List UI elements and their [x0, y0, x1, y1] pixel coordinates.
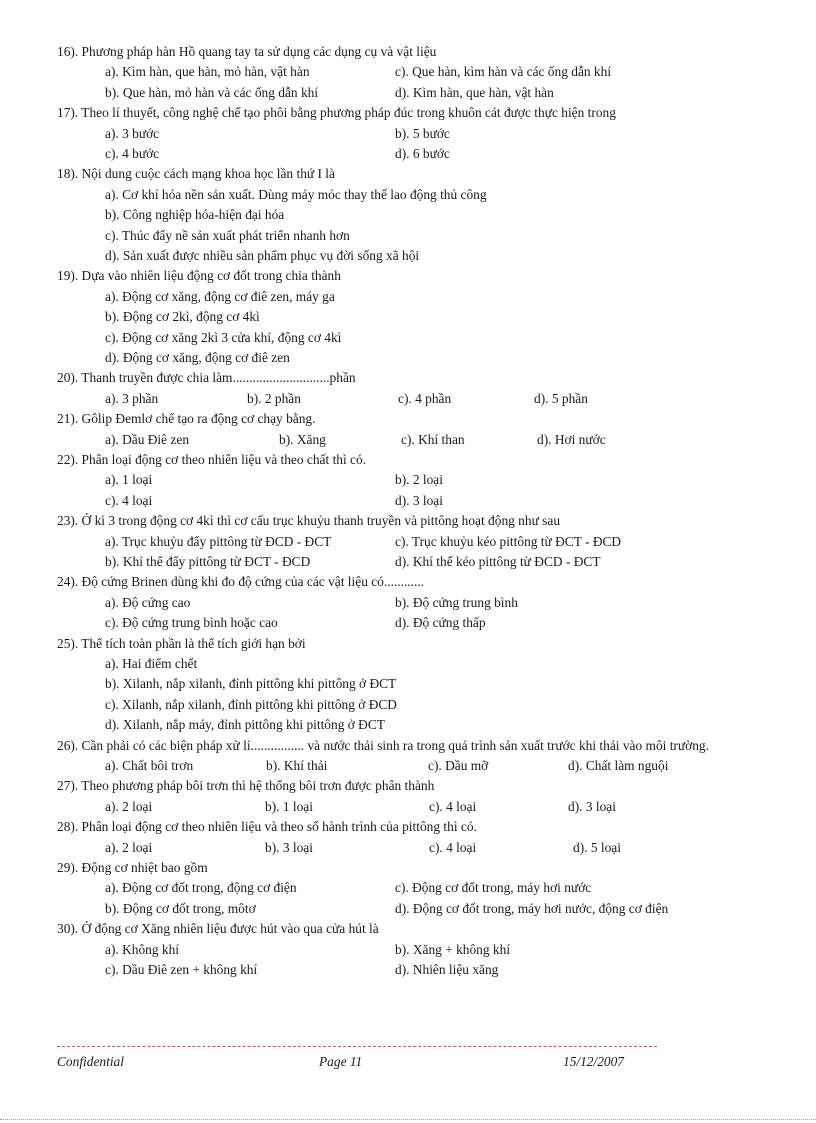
answer-option: c). 4 loại — [105, 492, 153, 508]
question-stem: 18). Nội dung cuộc cách mạng khoa học lần thứ I là — [57, 166, 335, 182]
answer-option: b). Động cơ đốt trong, môtơ — [105, 900, 256, 916]
answer-option: a). Chất bôi trơn — [105, 758, 194, 774]
question-q24 — [57, 572, 757, 633]
answer-row — [57, 797, 757, 817]
question-q19 — [57, 266, 757, 368]
answer-option: c). Thúc đẩy nề sản xuất phát triển nhanh hơn — [105, 227, 350, 243]
answer-option: a). Động cơ xăng, động cơ điê zen, máy ga — [105, 288, 335, 304]
answer-option: a). 1 loại — [105, 472, 153, 488]
answer-option: d). 6 bước — [395, 145, 450, 161]
answer-row — [57, 756, 757, 776]
question-q20 — [57, 368, 757, 409]
answer-row — [57, 613, 757, 633]
answer-option: d). Xilanh, nắp máy, đỉnh pittông khi pittông ở ĐCT — [105, 717, 385, 733]
answer-option: d). 5 phần — [534, 390, 588, 406]
question-q23 — [57, 511, 757, 572]
footer-page-number: Page 11 — [319, 1054, 363, 1069]
page-edge-marker — [0, 1119, 816, 1120]
answer-row — [57, 878, 757, 898]
answer-row — [57, 838, 757, 858]
answer-option: c). 4 bước — [105, 145, 160, 161]
question-stem: 22). Phân loại động cơ theo nhiên liệu và theo chất thì có. — [57, 452, 367, 468]
answer-row — [57, 491, 757, 511]
answer-row — [57, 940, 757, 960]
answer-row — [57, 124, 757, 144]
answer-option: d). 5 loại — [573, 839, 621, 855]
answer-option: d). 3 loại — [568, 798, 616, 814]
answer-row — [57, 899, 757, 919]
answer-option: d). Hơi nước — [537, 431, 606, 447]
answer-option: c). 4 phần — [398, 390, 452, 406]
answer-option: b). 1 loại — [265, 798, 313, 814]
question-q18 — [57, 164, 757, 266]
answer-option: d). Sản xuất được nhiều sản phẩm phục vụ đời sống xã hội — [105, 248, 420, 263]
answer-option: c). 4 loại — [429, 839, 477, 855]
question-q22 — [57, 450, 757, 511]
answer-row — [57, 389, 757, 409]
answer-option: c). Que hàn, kìm hàn và các ống dẫn khí — [395, 64, 612, 80]
answer-option: b). Que hàn, mỏ hàn và các ống dẫn khí — [105, 84, 319, 100]
answer-row — [57, 470, 757, 490]
answer-option: d). Kìm hàn, que hàn, vật hàn — [395, 84, 554, 100]
question-stem: 16). Phương pháp hàn Hồ quang tay ta sử dụng các dụng cụ và vật liệu — [57, 44, 437, 59]
answer-option: b). Xilanh, nắp xilanh, đỉnh pittông khi pittông ở ĐCT — [105, 676, 397, 692]
question-q26 — [57, 736, 757, 777]
footer-confidential: Confidential — [57, 1054, 124, 1069]
answer-option: a). Độ cứng cao — [105, 594, 191, 610]
answer-option: d). Chất làm nguội — [568, 758, 669, 774]
answer-option: a). 2 loại — [105, 839, 153, 855]
answer-option: c). Dầu mỡ — [428, 758, 489, 774]
answer-option: d). 3 loại — [395, 492, 443, 508]
answer-option: a). 2 loại — [105, 798, 153, 814]
question-stem: 30). Ở động cơ Xăng nhiên liệu được hút vào qua cửa hút là — [57, 921, 379, 937]
footer-divider — [57, 1046, 657, 1047]
question-stem: 20). Thanh truyền được chia làm.............................phần — [57, 370, 356, 386]
answer-option: c). Độ cứng trung bình hoặc cao — [105, 615, 278, 631]
question-q21 — [57, 409, 757, 450]
answer-option: d). Động cơ xăng, động cơ điê zen — [105, 350, 290, 366]
answer-option: c). Dầu Điê zen + không khí — [105, 962, 258, 977]
answer-option: a). Không khí — [105, 941, 180, 957]
answer-option: c). 4 loại — [429, 798, 477, 814]
answer-option: b). Động cơ 2kì, động cơ 4kì — [105, 309, 260, 325]
answer-option: c). Động cơ đốt trong, máy hơi nước — [395, 880, 592, 896]
answer-option: c). Trục khuỷu kéo pittông từ ĐCT - ĐCD — [395, 533, 622, 549]
answer-option: a). Động cơ đốt trong, động cơ điện — [105, 880, 297, 896]
answer-option: d). Độ cứng thấp — [395, 615, 486, 631]
question-stem: 23). Ở kì 3 trong động cơ 4kì thì cơ cấu trục khuỷu thanh truyền và pittông hoạt động như sau — [57, 513, 561, 529]
answer-option: b). 5 bước — [395, 125, 450, 141]
answer-option: b). Khí thải — [266, 758, 328, 774]
answer-option: b). Công nghiệp hóa-hiện đại hóa — [105, 207, 285, 223]
answer-option: b). 2 loại — [395, 472, 443, 488]
question-stem: 25). Thể tích toàn phần là thể tích giới hạn bởi — [57, 635, 306, 651]
question-stem: 27). Theo phương pháp bôi trơn thì hệ thống bôi trơn được phân thành — [57, 778, 435, 794]
answer-option: a). Hai điểm chết — [105, 656, 198, 671]
answer-option: b). 2 phần — [247, 390, 301, 406]
answer-row — [57, 593, 757, 613]
answer-row — [57, 430, 757, 450]
answer-option: d). Động cơ đốt trong, máy hơi nước, động cơ điện — [395, 900, 669, 916]
answer-row — [57, 62, 757, 82]
question-stem: 19). Dựa vào nhiên liệu động cơ đốt trong chia thành — [57, 268, 341, 284]
answer-row — [57, 960, 757, 980]
answer-option: d). Khí thể kéo pittông từ ĐCD - ĐCT — [395, 554, 601, 570]
answer-row — [57, 144, 757, 164]
answer-option: a). Cơ khí hóa nền sản xuất. Dùng máy móc thay thế lao động thủ công — [105, 186, 487, 202]
answer-row — [57, 83, 757, 103]
answer-option: a). Trục khuỷu đẩy pittông từ ĐCD - ĐCT — [105, 533, 332, 549]
answer-row — [57, 552, 757, 572]
question-stem: 28). Phân loại động cơ theo nhiên liệu và theo số hành trình của pittông thì có. — [57, 819, 477, 835]
question-q30 — [57, 919, 757, 980]
answer-option: b). Độ cứng trung bình — [395, 594, 518, 610]
question-q17 — [57, 103, 757, 164]
footer-date: 15/12/2007 — [563, 1054, 625, 1069]
answer-option: c). Khí than — [401, 431, 465, 447]
question-q27 — [57, 776, 757, 817]
answer-option: c). Động cơ xăng 2kì 3 cửa khí, động cơ 4kì — [105, 329, 342, 345]
answer-option: a). 3 phần — [105, 390, 159, 406]
question-list — [57, 42, 757, 980]
question-q29 — [57, 858, 757, 919]
question-stem: 24). Độ cứng Brinen dùng khi đo độ cứng của các vật liệu có............ — [57, 574, 425, 590]
answer-option: a). Kìm hàn, que hàn, mỏ hàn, vật hàn — [105, 64, 310, 80]
answer-option: b). Khí thể đẩy pittông từ ĐCT - ĐCD — [105, 554, 311, 570]
answer-option: b). Xăng + không khí — [395, 941, 511, 957]
answer-option: b). 3 loại — [265, 839, 313, 855]
answer-option: d). Nhiên liệu xăng — [395, 962, 499, 977]
question-q25 — [57, 634, 757, 736]
question-stem: 29). Động cơ nhiệt bao gồm — [57, 860, 208, 876]
question-q28 — [57, 817, 757, 858]
answer-option: c). Xilanh, nắp xilanh, đỉnh pittông khi pittông ở ĐCD — [105, 696, 397, 712]
question-stem: 17). Theo lí thuyết, công nghệ chế tạo phôi bằng phương pháp đúc trong khuôn cát được thực hiện trong — [57, 105, 616, 121]
answer-row — [57, 532, 757, 552]
answer-option: a). 3 bước — [105, 125, 160, 141]
answer-option: a). Dầu Điê zen — [105, 431, 190, 447]
question-stem: 21). Gôlip Đemlơ chế tạo ra động cơ chạy bằng. — [57, 411, 316, 427]
answer-option: b). Xăng — [279, 431, 326, 447]
question-stem: 26). Cần phải có các biện pháp xử lí................ và nước thải sinh ra trong quá trình sản xuất trước khi thải vào môi trường. — [57, 737, 709, 753]
question-q16 — [57, 42, 757, 103]
